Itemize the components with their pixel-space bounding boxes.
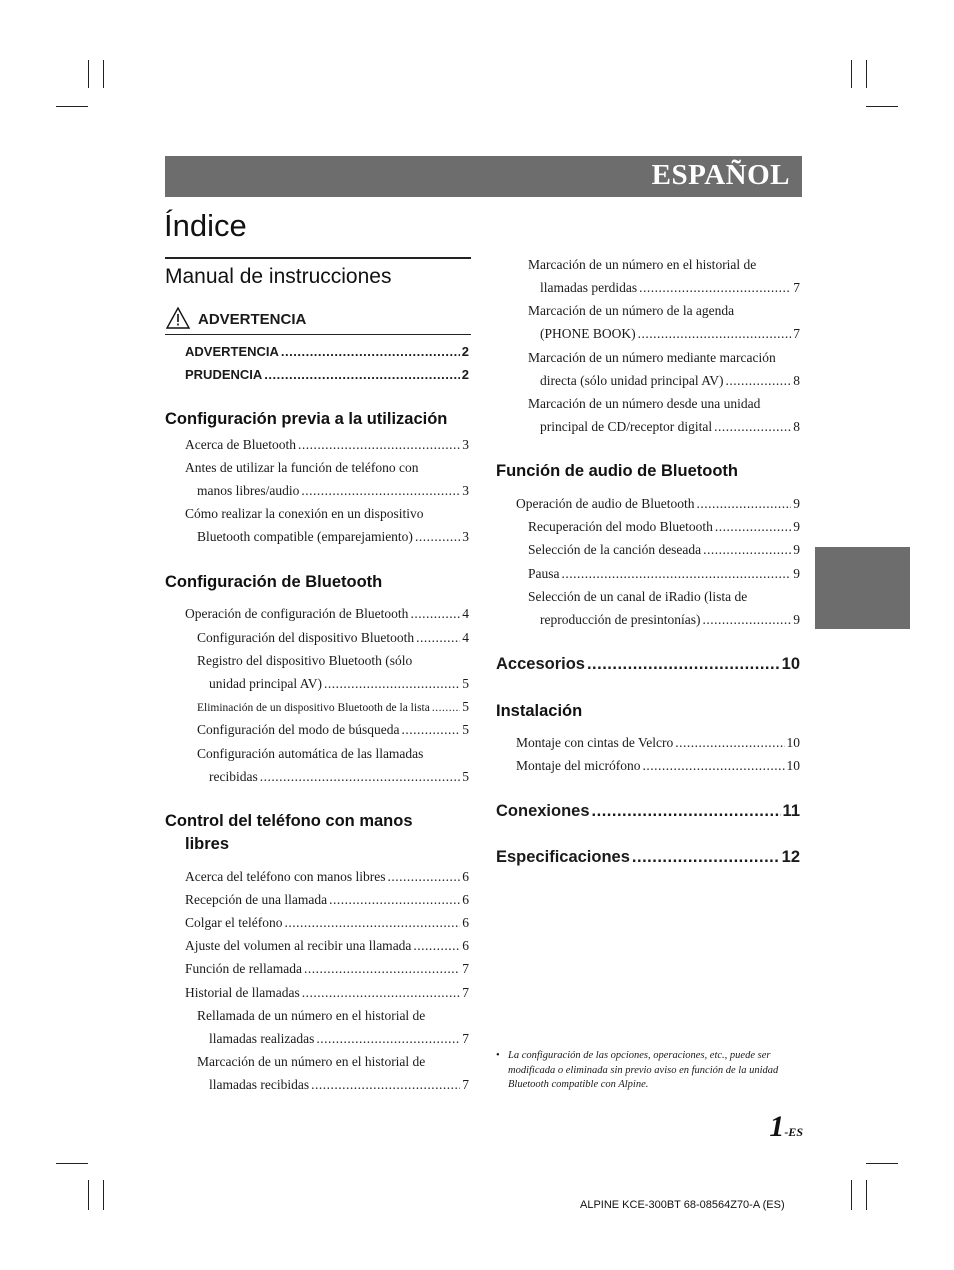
section-heading: Control del teléfono con manos — [165, 812, 413, 830]
toc-entry-line: Cómo realizar la conexión en un dispositivo — [185, 506, 424, 521]
toc-entry[interactable] — [185, 344, 469, 359]
toc-entry-title: Montaje del micrófono — [516, 758, 641, 773]
toc-entry-title: Eliminación de un dispositivo Bluetooth de la lista — [197, 702, 430, 714]
warning-label: ADVERTENCIA — [198, 311, 307, 328]
toc-entry-page: 3 — [462, 529, 469, 544]
toc-entry[interactable] — [197, 722, 469, 738]
toc-entry-line: Antes de utilizar la función de teléfono con — [185, 460, 419, 475]
toc-entry-title: llamadas perdidas — [540, 280, 638, 295]
toc-entry[interactable] — [185, 985, 469, 1001]
crop-mark — [103, 60, 104, 88]
toc-entry-page: 11 — [782, 802, 800, 820]
toc-entry-page: 7 — [462, 961, 469, 976]
toc-entry-page: 7 — [462, 1077, 469, 1092]
toc-entry-page: 6 — [462, 938, 469, 953]
toc-entry[interactable] — [185, 915, 469, 931]
toc-entry[interactable] — [540, 326, 800, 342]
toc-entry-page: 7 — [462, 985, 469, 1000]
section-heading-cont: libres — [185, 835, 230, 853]
toc-entry-page: 7 — [462, 1031, 469, 1046]
toc-entry-page: 10 — [786, 758, 800, 773]
toc-entry-line: Selección de un canal de iRadio (lista de — [528, 589, 748, 604]
toc-entry[interactable] — [185, 437, 469, 453]
warning-heading — [165, 306, 471, 335]
toc-entry-title: recibidas — [209, 769, 258, 784]
crop-mark — [866, 1180, 867, 1210]
toc-entry-title: Conexiones — [496, 802, 590, 820]
toc-entry[interactable] — [197, 630, 469, 646]
toc-entry-title: unidad principal AV) — [209, 676, 322, 691]
toc-entry-title: manos libres/audio — [197, 483, 300, 498]
section-heading: Función de audio de Bluetooth — [496, 462, 738, 480]
toc-entry-page: 3 — [462, 437, 469, 452]
section-heading: Instalación — [496, 702, 583, 720]
toc-entry-title: Montaje con cintas de Velcro — [516, 735, 674, 750]
toc-entry[interactable] — [516, 496, 800, 512]
document-footer: ALPINE KCE-300BT 68-08564Z70-A (ES) — [580, 1199, 785, 1211]
toc-entry-title: (PHONE BOOK) — [540, 326, 636, 341]
toc-entry-line: Marcación de un número mediante marcación — [528, 350, 776, 365]
toc-entry-title: ADVERTENCIA — [185, 344, 279, 359]
crop-mark — [866, 106, 898, 107]
toc-entry[interactable] — [197, 483, 469, 499]
toc-entry-title: Configuración del modo de búsqueda — [197, 722, 400, 737]
toc-entry-line: Marcación de un número en el historial de — [197, 1054, 426, 1069]
toc-entry[interactable] — [540, 612, 800, 628]
toc-entry-page: 2 — [461, 367, 469, 382]
toc-entry[interactable] — [209, 769, 469, 785]
toc-entry-page: 3 — [462, 483, 469, 498]
footnote — [496, 1049, 802, 1093]
toc-entry-line: Marcación de un número de la agenda — [528, 303, 735, 318]
toc-entry[interactable] — [185, 367, 469, 382]
crop-mark — [56, 1163, 88, 1164]
crop-mark — [866, 60, 867, 88]
crop-mark — [851, 60, 852, 88]
toc-entry-page: 6 — [462, 869, 469, 884]
footnote-text: La configuración de las opciones, operaciones, etc., puede ser modificada o eliminada sin previo aviso en función de la unidad Bluetooth compatible con Alpine. — [508, 1050, 779, 1090]
section-heading: Configuración previa a la utilización — [165, 410, 448, 428]
toc-entry-title: llamadas realizadas — [209, 1031, 315, 1046]
toc-entry-page: 6 — [462, 892, 469, 907]
toc-entry-page: 8 — [793, 373, 800, 388]
toc-entry[interactable] — [528, 566, 800, 582]
page-number-suffix: -ES — [784, 1125, 803, 1139]
toc-entry-title: reproducción de presintonías) — [540, 612, 701, 627]
toc-entry-title: Bluetooth compatible (emparejamiento) — [197, 529, 413, 544]
footnote-bullet: • — [496, 1050, 500, 1061]
page-number-value: 1 — [769, 1110, 785, 1143]
crop-mark — [103, 1180, 104, 1210]
toc-entry[interactable] — [540, 373, 800, 389]
toc-entry-page: 4 — [462, 630, 469, 645]
toc-entry-line: Configuración automática de las llamadas — [197, 746, 424, 761]
toc-entry-line: Registro del dispositivo Bluetooth (sólo — [197, 653, 413, 668]
toc-entry-line: Marcación de un número en el historial de — [528, 257, 757, 272]
language-label: ESPAÑOL — [651, 159, 790, 191]
toc-entry-title: Acerca de Bluetooth — [185, 437, 296, 452]
toc-entry[interactable] — [185, 938, 469, 954]
toc-entry[interactable] — [540, 280, 800, 296]
toc-entry-page: 12 — [781, 848, 800, 866]
toc-entry[interactable] — [185, 869, 469, 885]
toc-entry[interactable] — [185, 606, 469, 622]
crop-mark — [56, 106, 88, 107]
toc-entry-major[interactable] — [496, 802, 800, 821]
toc-entry-page: 5 — [462, 676, 469, 691]
toc-entry-page: 8 — [793, 419, 800, 434]
crop-mark — [866, 1163, 898, 1164]
toc-entry-title: Especificaciones — [496, 848, 630, 866]
crop-mark — [88, 1180, 89, 1210]
toc-entry-title: principal de CD/receptor digital — [540, 419, 713, 434]
toc-entry-page: 5 — [462, 722, 469, 737]
toc-entry-title: Recuperación del modo Bluetooth — [528, 519, 713, 534]
toc-entry[interactable] — [540, 419, 800, 435]
page-title: Índice — [164, 208, 247, 243]
toc-entry-page: 2 — [461, 344, 469, 359]
toc-entry-title: Operación de configuración de Bluetooth — [185, 606, 409, 621]
toc-entry-title: Pausa — [528, 566, 560, 581]
toc-entry-title: Configuración del dispositivo Bluetooth — [197, 630, 415, 645]
toc-entry-title: directa (sólo unidad principal AV) — [540, 373, 724, 388]
toc-entry[interactable] — [528, 542, 800, 558]
manual-title: Manual de instrucciones — [165, 265, 392, 288]
toc-entry-title: Función de rellamada — [185, 961, 302, 976]
manual-title-block — [165, 257, 471, 289]
toc-entry[interactable] — [516, 735, 800, 751]
page-number — [769, 1110, 803, 1144]
toc-entry-page: 7 — [793, 280, 800, 295]
toc-entry-title: llamadas recibidas — [209, 1077, 310, 1092]
toc-entry-page: 9 — [793, 519, 800, 534]
toc-entry-title: Ajuste del volumen al recibir una llamada — [185, 938, 412, 953]
toc-entry-title: Colgar el teléfono — [185, 915, 283, 930]
toc-entry-title: PRUDENCIA — [185, 367, 263, 382]
toc-entry[interactable] — [528, 519, 800, 535]
language-banner — [165, 156, 802, 197]
toc-entry-page: 5 — [462, 699, 469, 714]
toc-entry-page: 7 — [793, 326, 800, 341]
toc-entry-page: 4 — [462, 606, 469, 621]
warning-triangle-icon — [166, 307, 190, 334]
toc-entry-page: 9 — [793, 612, 800, 627]
toc-entry-page: 9 — [793, 496, 800, 511]
toc-entry-title: Selección de la canción deseada — [528, 542, 702, 557]
toc-entry-page: 10 — [786, 735, 800, 750]
toc-entry[interactable] — [197, 529, 469, 545]
toc-entry-title: Operación de audio de Bluetooth — [516, 496, 695, 511]
toc-entry-title: Historial de llamadas — [185, 985, 300, 1000]
toc-entry-line: Rellamada de un número en el historial de — [197, 1008, 426, 1023]
toc-entry-page: 6 — [462, 915, 469, 930]
toc-entry-line: Marcación de un número desde una unidad — [528, 396, 761, 411]
toc-entry[interactable] — [185, 892, 469, 908]
toc-entry[interactable] — [185, 961, 469, 977]
toc-entry-title: Recepción de una llamada — [185, 892, 328, 907]
crop-mark — [88, 60, 89, 88]
toc-entry-major[interactable] — [496, 848, 800, 867]
toc-entry-title: Acerca del teléfono con manos libres — [185, 869, 386, 884]
side-thumb-tab — [815, 547, 910, 629]
toc-entry[interactable] — [516, 758, 800, 774]
toc-entry-major[interactable] — [496, 655, 800, 674]
toc-entry-page: 9 — [793, 542, 800, 557]
toc-entry[interactable] — [209, 676, 469, 692]
toc-entry[interactable] — [209, 1031, 469, 1047]
toc-entry[interactable] — [209, 1077, 469, 1093]
toc-entry-title: Accesorios — [496, 655, 585, 673]
crop-mark — [851, 1180, 852, 1210]
section-heading: Configuración de Bluetooth — [165, 573, 383, 591]
toc-entry-page: 9 — [793, 566, 800, 581]
toc-entry-page: 5 — [462, 769, 469, 784]
toc-entry[interactable] — [197, 699, 469, 715]
toc-entry-page: 10 — [781, 655, 800, 673]
